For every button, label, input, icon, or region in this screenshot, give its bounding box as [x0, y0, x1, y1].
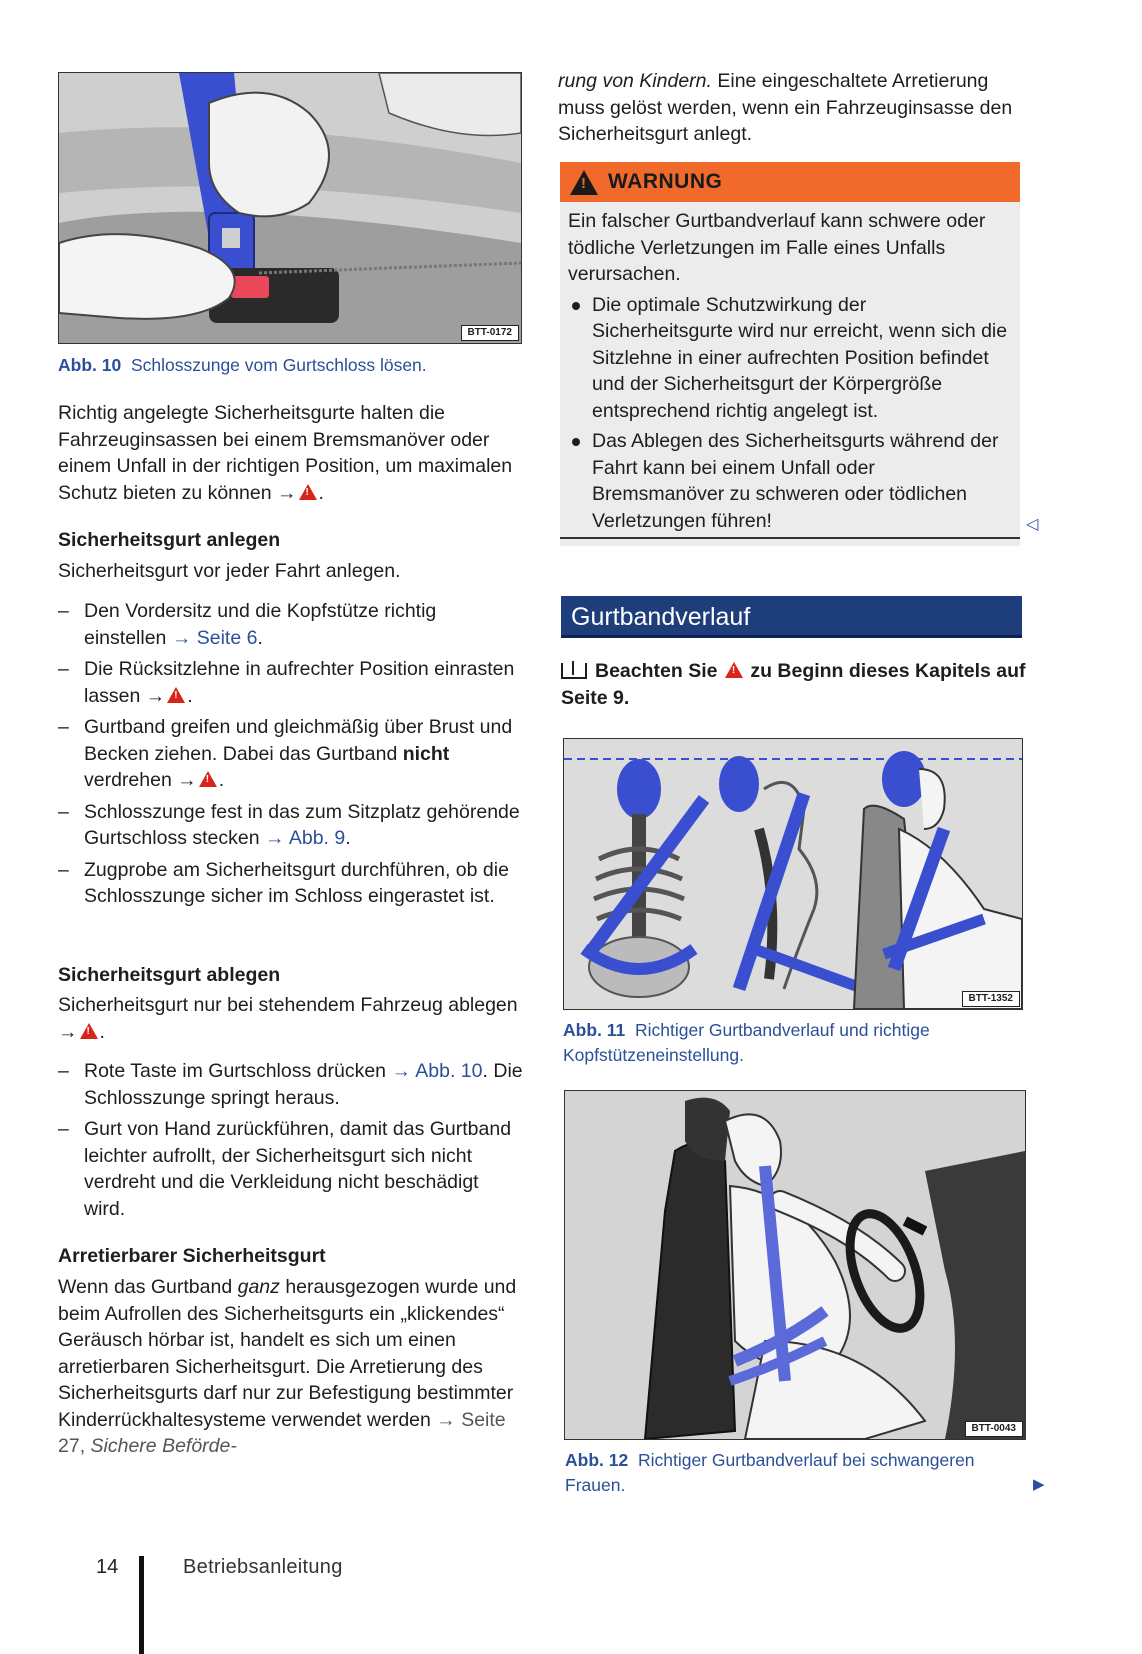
step-text: Den Vordersitz und die Kopfstütze richtig einstellen [84, 600, 437, 649]
arretier-heading: Arretierbarer Sicherheitsgurt [58, 1245, 326, 1267]
figure-11-caption-number: Abb. 11 [563, 1020, 626, 1040]
warning-triangle-icon [725, 662, 743, 678]
figure-10-link[interactable]: → Abb. 10 [391, 1060, 483, 1082]
continuation-text: Eine eingeschaltete Arretierung muss gelöst werden, wenn ein Fahrzeuginsasse den Sicherheitsgurt anlegt. [558, 70, 1013, 145]
arretier-italic: ganz [237, 1276, 280, 1298]
anlegen-steps [58, 598, 523, 915]
list-item: Die optimale Schutzwirkung der Sicherheitsgurte wird nur erreicht, wenn sich die Sitzlehne in einer aufrechten Position befindet und der Sicherheitsgurt der Körpergröße entsprechend richtig angelegt ist. [568, 292, 1010, 425]
step-text: Die Schlosszunge springt heraus. [84, 1060, 523, 1109]
arretier-text: Wenn das Gurtband [58, 1276, 233, 1298]
list-item: Das Ablegen des Sicherheitsgurts während der Fahrt kann bei einem Unfall oder Bremsmanöver zu schweren oder tödlichen Verletzungen führen! [568, 428, 1010, 534]
ablegen-intro: Sicherheitsgurt nur bei stehendem Fahrzeug ablegen →! . [58, 992, 518, 1045]
warning-triangle-icon [570, 170, 598, 195]
figure-12-code: BTT-0043 [965, 1421, 1023, 1437]
step-text: Gurt von Hand zurückführen, damit das Gurtband leichter aufrollt, der Sicherheitsgurt sich nicht verdreht und die Verkleidung nicht beschädigt wird. [84, 1118, 512, 1220]
page-number: 14 [96, 1556, 119, 1578]
step-emphasis: nicht [402, 742, 450, 765]
step-text: Zugprobe am Sicherheitsgurt durchführen, ob die Schlosszunge sicher im Schloss eingerastet ist. [84, 858, 509, 907]
figure-11-caption [563, 1018, 1003, 1068]
step-text: verdrehen → [84, 769, 197, 791]
anlegen-intro: Sicherheitsgurt vor jeder Fahrt anlegen. [58, 560, 401, 582]
figure-11-code: BTT-1352 [962, 991, 1020, 1007]
list-item: – Rote Taste im Gurtschloss drücken → Abb. 10. Die Schlosszunge springt heraus. [58, 1058, 523, 1111]
list-item: – Gurtband greifen und gleichmäßig über Brust und Becken ziehen. Dabei das Gurtband nicht verdrehen →! . [58, 714, 523, 794]
continuation-italic: rung von Kindern. [558, 70, 712, 92]
ablegen-intro-text: Sicherheitsgurt nur bei stehendem Fahrzeug ablegen → [58, 994, 518, 1043]
list-item: – Den Vordersitz und die Kopfstütze richtig einstellen → Seite 6. [58, 598, 523, 651]
warning-triangle-icon [80, 1023, 98, 1039]
figure-12-image [564, 1090, 1026, 1440]
arretier-paragraph [58, 1274, 528, 1460]
warning-triangle-icon [167, 687, 185, 703]
list-item: – Schlosszunge fest in das zum Sitzplatz gehörende Gurtschloss stecken → Abb. 9. [58, 799, 523, 852]
continued-arrow-icon: ▶ [1033, 1476, 1045, 1493]
page-6-link[interactable]: → Seite 6 [171, 626, 258, 649]
arretier-text: herausgezogen wurde und beim Aufrollen des Sicherheitsgurts ein „klickendes“ Geräusch hörbar ist, handelt es sich um einen arretierbaren Sicherheitsgurt. Die Arretierung des Sicherheitsgurts darf nur zur Befestigung bestimmter Kinderrückhaltesysteme verwendet werden [58, 1276, 517, 1431]
intro-text: Richtig angelegte Sicherheitsgurte halten die Fahrzeuginsassen bei einem Bremsmanöver oder einem Unfall in der richtigen Position, um maximalen Schutz bieten zu können → [58, 402, 513, 504]
book-icon [561, 663, 587, 679]
figure-10-caption-text: Schlosszunge vom Gurtschloss lösen. [130, 355, 427, 375]
step-text: Schlosszunge fest in das zum Sitzplatz gehörende Gurtschloss stecken [84, 800, 520, 849]
ablegen-steps [58, 1058, 523, 1227]
warning-end-rule [560, 537, 1020, 539]
anlegen-heading: Sicherheitsgurt anlegen [58, 529, 281, 551]
chapter-note [561, 658, 1031, 712]
arretier-link-italic: Sichere Beförde- [90, 1435, 237, 1457]
warning-header [560, 162, 1020, 202]
figure-11-image [563, 738, 1023, 1010]
list-item [58, 857, 523, 910]
figure-10-image [58, 72, 522, 344]
section-end-arrow-icon: ◁ [1026, 516, 1039, 533]
figure-12-caption-number: Abb. 12 [565, 1450, 629, 1470]
warning-box [560, 162, 1020, 546]
warning-triangle-icon [299, 484, 317, 500]
figure-10-caption [58, 353, 528, 378]
warning-bullets [568, 292, 1010, 535]
figure-12-caption-text: Richtiger Gurtbandverlauf bei schwangeren Frauen. [565, 1450, 975, 1495]
step-text: Rote Taste im Gurtschloss drücken [84, 1060, 387, 1082]
warning-body [560, 202, 1020, 546]
note-text: zu Beginn dieses Kapitels auf Seite 9. [561, 660, 1026, 709]
warning-triangle-icon [199, 771, 217, 787]
figure-11-caption-text: Richtiger Gurtbandverlauf und richtige Kopfstützeneinstellung. [563, 1020, 930, 1065]
right-continuation [558, 68, 1028, 148]
intro-paragraph: Richtig angelegte Sicherheitsgurte halten die Fahrzeuginsassen bei einem Bremsmanöver oder einem Unfall in der richtigen Position, um maximalen Schutz bieten zu können →! . [58, 400, 528, 506]
warning-intro: Ein falscher Gurtbandverlauf kann schwere oder tödliche Verletzungen im Falle eines Unfalls verursachen. [568, 210, 986, 285]
warning-title: WARNUNG [608, 170, 723, 193]
figure-10-code: BTT-0172 [461, 325, 519, 341]
buckle-illustration [59, 73, 521, 343]
list-item [58, 1116, 523, 1222]
step-text: Die Rücksitzlehne in aufrechter Position einrasten lassen → [84, 658, 515, 707]
list-item: – Die Rücksitzlehne in aufrechter Position einrasten lassen →! . [58, 656, 523, 709]
footer-divider [139, 1556, 144, 1654]
note-text: Beachten Sie [595, 660, 718, 682]
section-title: Gurtbandverlauf [561, 596, 1022, 638]
belt-routing-illustration [564, 739, 1022, 1009]
pregnant-driver-illustration [565, 1091, 1025, 1439]
page-27-link[interactable]: → Seite 27, [58, 1408, 506, 1457]
figure-9-link[interactable]: → Abb. 9 [265, 827, 346, 849]
footer-label: Betriebsanleitung [183, 1556, 343, 1578]
step-text: Gurtband greifen und gleichmäßig über Brust und Becken ziehen. Dabei das Gurtband [84, 716, 513, 765]
ablegen-heading: Sicherheitsgurt ablegen [58, 964, 281, 986]
figure-12-caption [565, 1448, 1035, 1498]
figure-10-caption-number: Abb. 10 [58, 355, 122, 375]
